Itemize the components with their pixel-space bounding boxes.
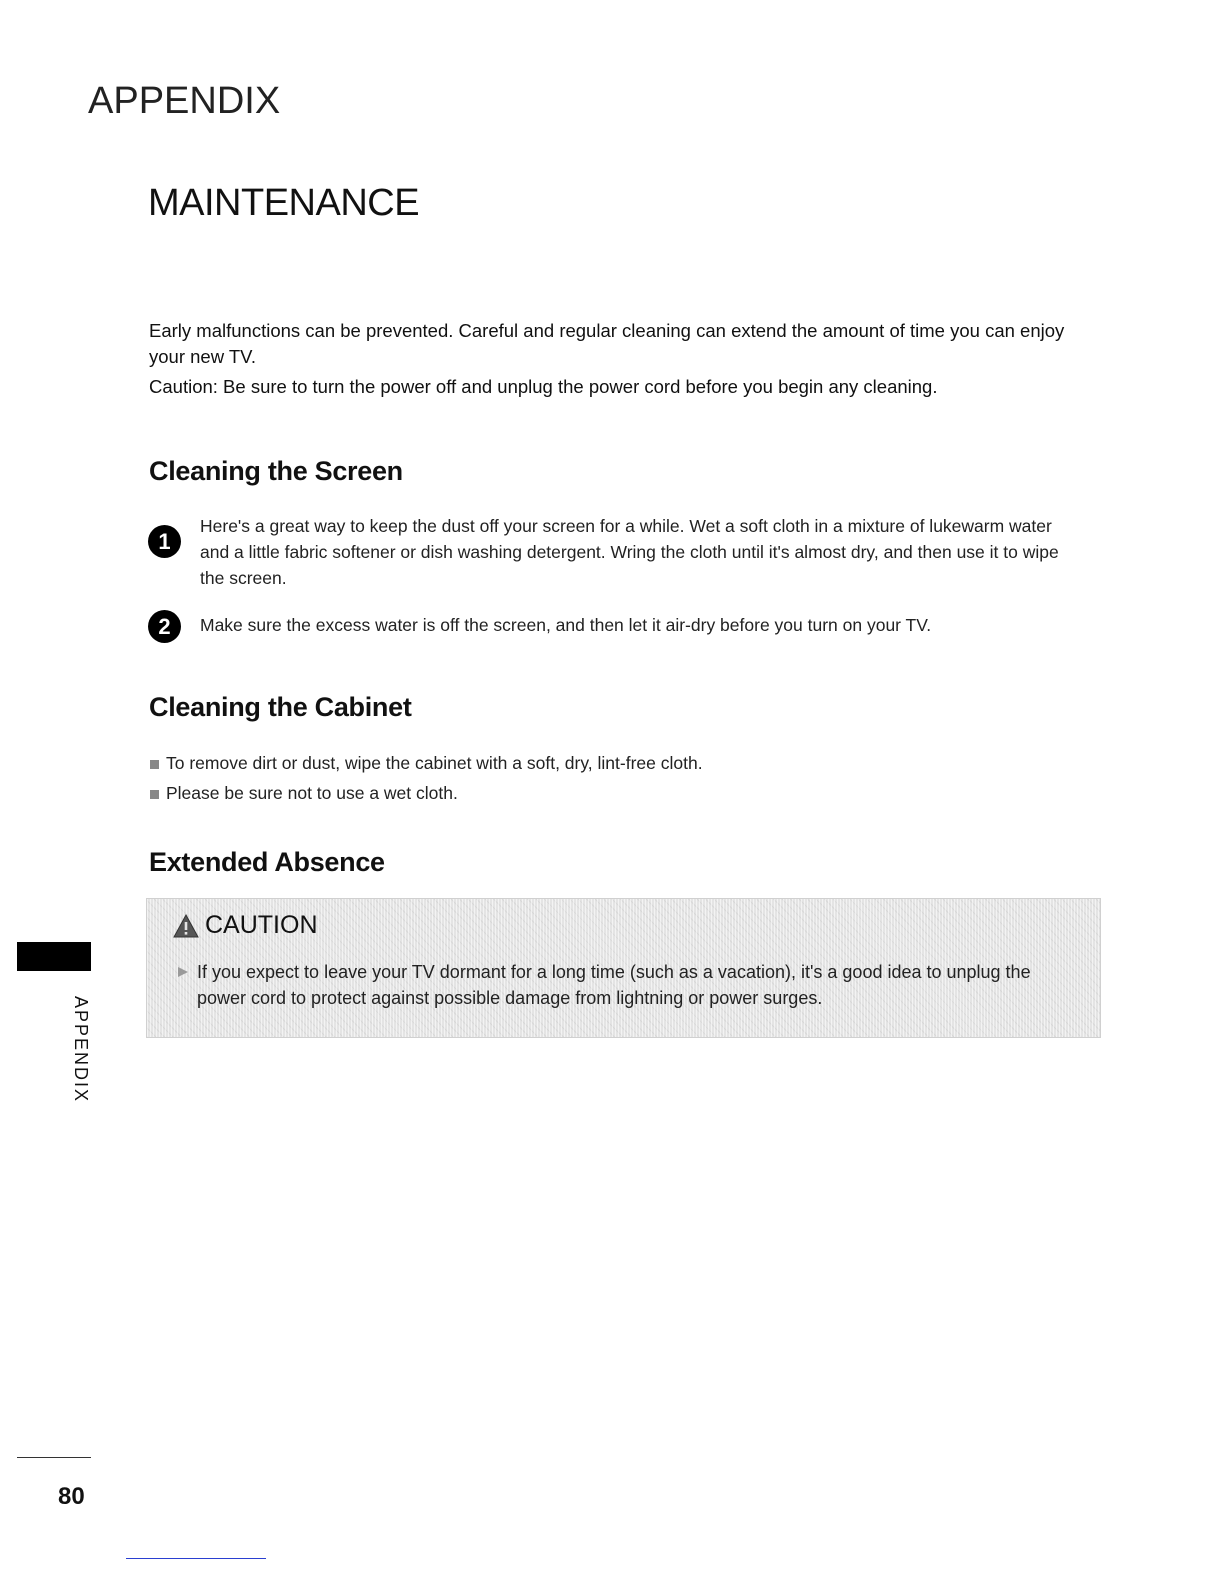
page-number: 80: [58, 1483, 85, 1510]
square-bullet-icon: [150, 760, 159, 769]
section-header: APPENDIX: [88, 80, 281, 122]
step-number-badge: 1: [148, 525, 181, 558]
page-title: MAINTENANCE: [148, 182, 420, 224]
heading-cleaning-cabinet: Cleaning the Cabinet: [149, 692, 412, 722]
caution-box: [146, 898, 1101, 1038]
bottom-link-underline: [126, 1558, 266, 1559]
caution-text: If you expect to leave your TV dormant for a long time (such as a vacation), it's a good idea to unplug the power cord to protect against possible damage from lightning or power surges.: [197, 962, 1031, 1008]
intro-caution: Caution: Be sure to turn the power off and unplug the power cord before you begin any cleaning.: [149, 376, 938, 397]
caution-title: [173, 911, 318, 940]
arrow-right-icon: [177, 966, 189, 978]
caution-label: CAUTION: [205, 911, 318, 939]
step-number-badge: 2: [148, 610, 181, 643]
list-item: [150, 748, 1050, 778]
bullet-text: Please be sure not to use a wet cloth.: [166, 783, 458, 803]
side-section-label: [0, 984, 110, 1114]
heading-extended-absence: Extended Absence: [149, 847, 385, 877]
step-text: Here's a great way to keep the dust off your screen for a while. Wet a soft cloth in a mixture of lukewarm water and a little fabric softener or dish washing detergent. Wring the cloth until it's almost dry, and then use it to wipe the screen.: [200, 516, 1059, 588]
cabinet-bullet-list: [150, 748, 1050, 808]
list-item: [150, 778, 1050, 808]
caution-body: [177, 959, 1077, 1011]
side-tab-marker: [17, 942, 91, 971]
square-bullet-icon: [150, 790, 159, 799]
side-label-text: APPENDIX: [71, 996, 91, 1104]
intro-paragraph: Early malfunctions can be prevented. Careful and regular cleaning can extend the amount of time you can enjoy your new TV.: [149, 320, 1065, 367]
bullet-text: To remove dirt or dust, wipe the cabinet with a soft, dry, lint-free cloth.: [166, 753, 703, 773]
warning-icon: [173, 914, 199, 938]
heading-cleaning-screen: Cleaning the Screen: [149, 456, 403, 486]
intro-block: [149, 318, 1079, 400]
footer-rule: [17, 1457, 91, 1458]
step-text: Make sure the excess water is off the screen, and then let it air-dry before you turn on your TV.: [200, 615, 932, 635]
